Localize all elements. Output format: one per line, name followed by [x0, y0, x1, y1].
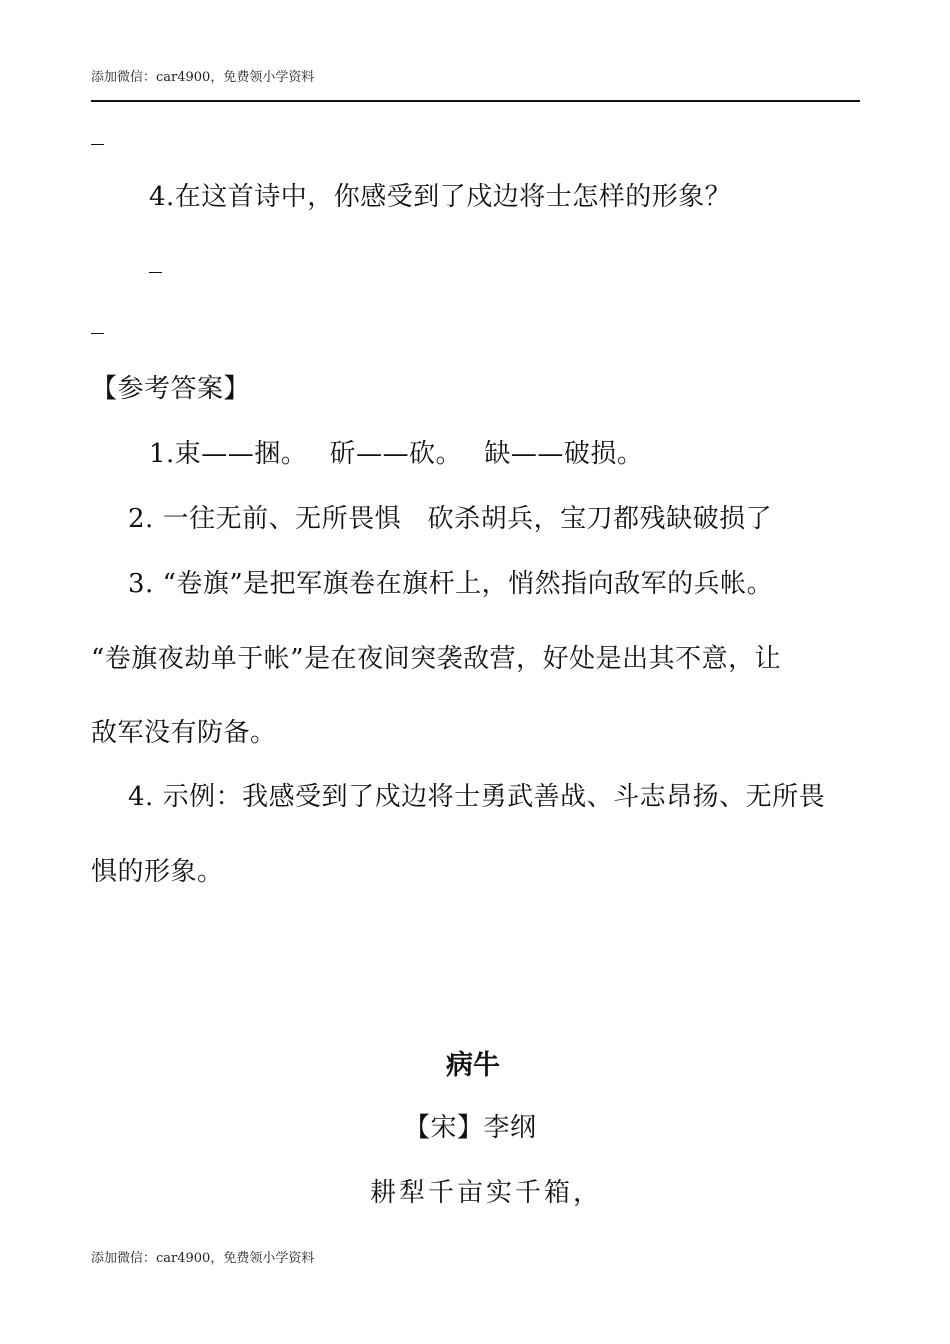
answer-blank-line: [91, 333, 104, 334]
answer-blank-line: [149, 272, 162, 273]
answers-heading: 【参考答案】: [91, 374, 251, 404]
answer-3-line-2: “卷旗夜劫单于帐”是在夜间突袭敌营，好处是出其不意，让: [91, 644, 782, 674]
answer-4-line-1: 4. 示例：我感受到了戍边将士勇武善战、斗志昂扬、无所畏: [128, 782, 826, 812]
answer-1: 1.束——捆。 斫——砍。 缺——破损。: [149, 439, 644, 469]
answer-blank-line: [91, 144, 104, 145]
poem-title: 病牛: [446, 1050, 500, 1081]
answer-3-line-3: 敌军没有防备。: [91, 718, 277, 748]
poem-author: 【宋】李纲: [404, 1113, 537, 1143]
header-rule: [91, 100, 860, 102]
question-4: 4.在这首诗中，你感受到了戍边将士怎样的形象？: [149, 182, 732, 212]
answer-4-line-2: 惧的形象。: [91, 857, 224, 887]
answer-2: 2. 一往无前、无所畏惧 砍杀胡兵，宝刀都残缺破损了: [128, 504, 773, 534]
answer-3-line-1: 3. “卷旗”是把军旗卷在旗杆上，悄然指向敌军的兵帐。: [128, 569, 774, 599]
poem-line-1: 耕犁千亩实千箱，: [370, 1178, 603, 1208]
page-header: 添加微信：car4900，免费领小学资料: [91, 70, 315, 85]
page-footer: 添加微信：car4900，免费领小学资料: [91, 1251, 315, 1266]
